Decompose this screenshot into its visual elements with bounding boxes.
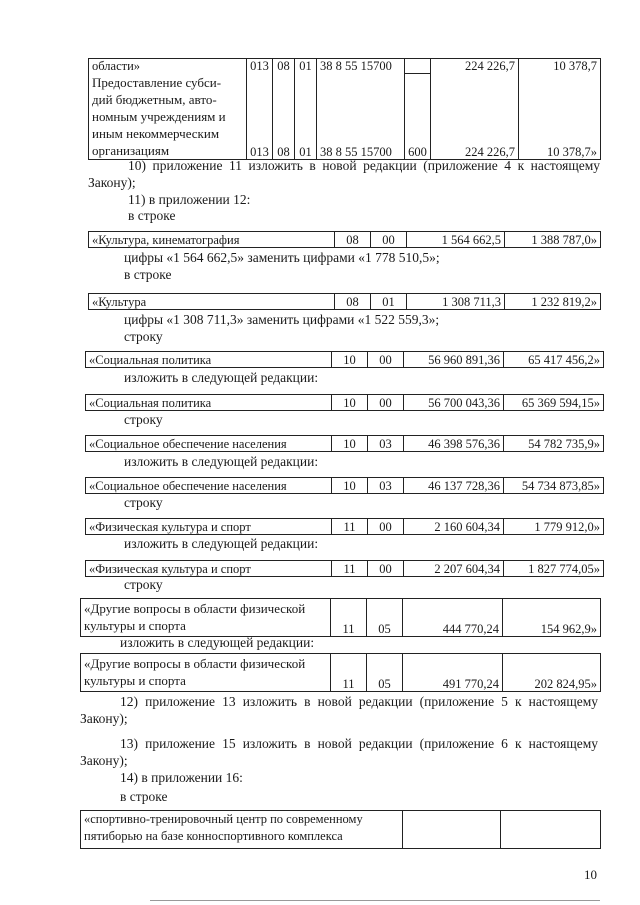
cell: 08 [273, 59, 295, 74]
cell: 1 779 912,0» [504, 519, 604, 535]
cell: 00 [368, 352, 404, 368]
cell: 00 [368, 561, 404, 577]
cell: 54 782 735,9» [504, 436, 604, 452]
line: культуры и спорта [84, 673, 186, 688]
top-table-row-1 [89, 59, 601, 74]
cell: 1 564 662,5 [407, 232, 505, 248]
cell: 202 824,95» [503, 654, 601, 692]
label-izlozhit: изложить в следующей редакции: [120, 635, 315, 650]
cell: 05 [367, 599, 403, 637]
cell: 01 [371, 294, 407, 310]
paragraph-10: 10) приложение 11 изложить в новой редакции (приложение 4 к настоящему Закону); [88, 158, 600, 190]
cell: 10 [332, 352, 368, 368]
replace-text-2: цифры «1 308 711,3» заменить цифрами «1 522 559,3»; [124, 312, 440, 327]
cell: 491 770,24 [403, 654, 503, 692]
row-name: «Физическая культура и спорт [86, 519, 332, 535]
table-sportivno-trenirovochnyi [80, 810, 601, 849]
row-name: «Физическая культура и спорт [86, 561, 332, 577]
row-name [81, 599, 331, 637]
cell: 224 226,7 [431, 74, 519, 160]
replace-text-1: цифры «1 564 662,5» заменить цифрами «1 778 510,5»; [124, 250, 440, 265]
cell: 38 8 55 15700 [317, 74, 405, 160]
cell: 10 [332, 395, 368, 411]
cell-text: области» [89, 59, 247, 74]
label-stroku: строку [124, 329, 163, 344]
cell: 1 827 774,05» [504, 561, 604, 577]
line: «Другие вопросы в области физической [84, 601, 306, 616]
row-name: «Культура [89, 294, 335, 310]
paragraph-14: 14) в приложении 16: [120, 770, 243, 785]
line: «спортивно-тренировочный центр по современному [84, 812, 363, 826]
bottom-divider [150, 900, 600, 901]
cell: 00 [371, 232, 407, 248]
cell: 600 [405, 74, 431, 160]
cell: 05 [367, 654, 403, 692]
cell: 00 [368, 519, 404, 535]
cell-text [89, 74, 247, 160]
table-fizkultura-old [85, 518, 604, 535]
cell: 01 [295, 59, 317, 74]
page-number: 10 [584, 867, 597, 882]
line: организациям [92, 142, 170, 158]
cell [501, 811, 601, 849]
cell: 38 8 55 15700 [317, 59, 405, 74]
table-fizkultura-new [85, 560, 604, 577]
cell: 10 378,7 [519, 59, 601, 74]
label-izlozhit: изложить в следующей редакции: [124, 454, 319, 469]
cell: 11 [331, 654, 367, 692]
cell: 2 160 604,34 [404, 519, 504, 535]
label-stroku: строку [124, 495, 163, 510]
row-name [81, 811, 403, 849]
row-name: «Социальное обеспечение населения [86, 436, 332, 452]
cell: 11 [332, 561, 368, 577]
cell: 00 [368, 395, 404, 411]
cell: 46 137 728,36 [404, 478, 504, 494]
line: «Другие вопросы в области физической [84, 656, 306, 671]
cell: 013 [247, 59, 273, 74]
cell: 10 [332, 436, 368, 452]
label-izlozhit: изложить в следующей редакции: [124, 536, 319, 551]
label-stroku: строку [124, 577, 163, 592]
table-socialnaya-politika-old [85, 351, 604, 368]
cell: 08 [335, 294, 371, 310]
row-name: «Социальная политика [86, 395, 332, 411]
label-v-stroke: в строке [120, 789, 168, 804]
label-stroku: строку [124, 412, 163, 427]
line: иным некоммерческим [92, 125, 220, 141]
cell: 56 960 891,36 [404, 352, 504, 368]
top-table-row-2 [89, 74, 601, 160]
line: номным учреждениям и [92, 108, 226, 124]
row-name [81, 654, 331, 692]
cell: 56 700 043,36 [404, 395, 504, 411]
cell: 03 [368, 478, 404, 494]
cell: 224 226,7 [431, 59, 519, 74]
cell: 1 232 819,2» [505, 294, 601, 310]
cell: 154 962,9» [503, 599, 601, 637]
table-socialnaya-politika-new [85, 394, 604, 411]
table-kultura-kinematografiya [88, 231, 601, 248]
cell: 08 [335, 232, 371, 248]
cell: 11 [332, 519, 368, 535]
cell [403, 811, 501, 849]
cell: 1 308 711,3 [407, 294, 505, 310]
cell [405, 59, 431, 74]
paragraph-11: 11) в приложении 12: [128, 192, 251, 207]
cell: 65 369 594,15» [504, 395, 604, 411]
line: дий бюджетным, авто- [92, 91, 217, 107]
table-kultura [88, 293, 601, 310]
cell: 11 [331, 599, 367, 637]
cell: 01 [295, 74, 317, 160]
table-drugie-voprosy-new [80, 653, 601, 692]
row-name: «Социальная политика [86, 352, 332, 368]
cell: 2 207 604,34 [404, 561, 504, 577]
row-name: «Социальное обеспечение населения [86, 478, 332, 494]
cell: 1 388 787,0» [505, 232, 601, 248]
row-name: «Культура, кинематография [89, 232, 335, 248]
label-v-stroke: в строке [128, 208, 176, 223]
cell: 08 [273, 74, 295, 160]
table-social-obespechenie-new [85, 477, 604, 494]
cell: 013 [247, 74, 273, 160]
label-v-stroke: в строке [124, 267, 172, 282]
cell: 54 734 873,85» [504, 478, 604, 494]
label-izlozhit: изложить в следующей редакции: [124, 370, 319, 385]
table-social-obespechenie-old [85, 435, 604, 452]
cell: 10 [332, 478, 368, 494]
line: культуры и спорта [84, 618, 186, 633]
line: пятиборью на базе конноспортивного комплекса [84, 829, 343, 843]
top-table [88, 58, 601, 160]
cell: 444 770,24 [403, 599, 503, 637]
paragraph-13: 13) приложение 15 изложить в новой редакции (приложение 6 к настоящему Закону); [80, 736, 598, 768]
cell: 65 417 456,2» [504, 352, 604, 368]
cell: 03 [368, 436, 404, 452]
line: Предоставление субси- [92, 74, 222, 90]
paragraph-12: 12) приложение 13 изложить в новой редакции (приложение 5 к настоящему Закону); [80, 694, 598, 726]
table-drugie-voprosy-old [80, 598, 601, 637]
cell: 46 398 576,36 [404, 436, 504, 452]
cell: 10 378,7» [519, 74, 601, 160]
